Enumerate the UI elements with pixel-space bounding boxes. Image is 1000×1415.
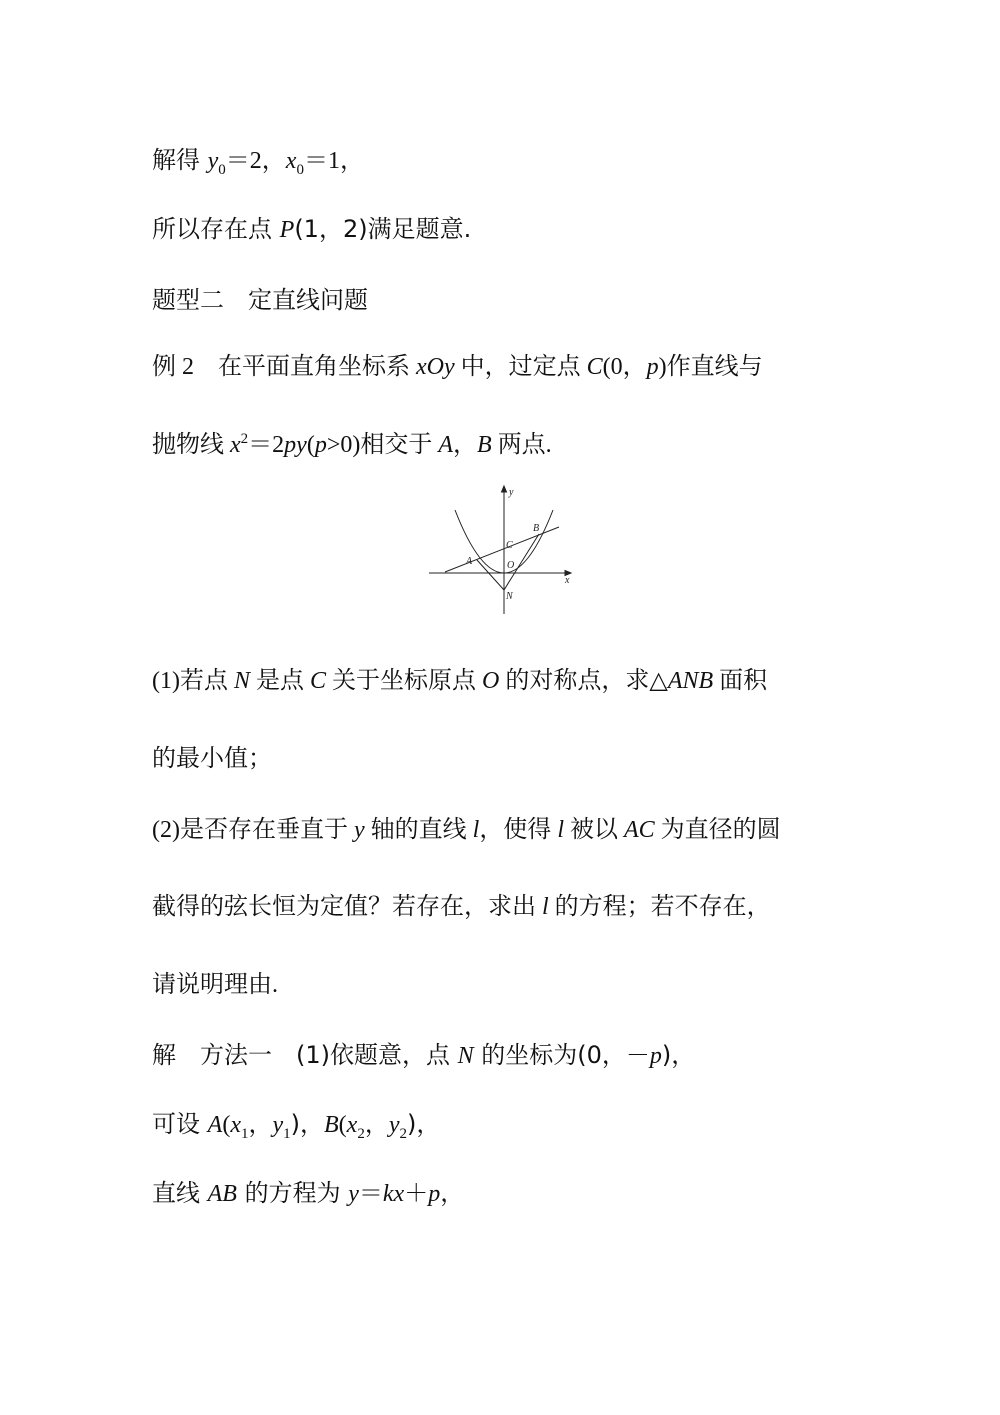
subscript: 0: [296, 161, 304, 178]
math-var: A: [207, 1112, 223, 1138]
text: 轴的直线: [364, 817, 473, 843]
text: )，: [661, 1041, 696, 1069]
solution-line-1: [152, 146, 364, 178]
text: 中，过定点: [454, 354, 587, 380]
text: 两点.: [491, 432, 552, 458]
text: )，: [290, 1110, 324, 1138]
section-heading: 题型二 定直线问题: [152, 286, 368, 314]
text: (: [338, 1112, 347, 1138]
text: 关于坐标原点: [326, 668, 483, 694]
math-var: AB: [207, 1181, 237, 1207]
subscript: 1: [283, 1125, 291, 1142]
subscript: 2: [357, 1125, 365, 1142]
solution-2-line-3: [152, 1181, 464, 1206]
text: 是点: [250, 668, 310, 694]
text: 例 2 在平面直角坐标系: [152, 354, 416, 380]
math-var: l: [557, 817, 564, 843]
text: 解得: [152, 146, 208, 174]
math-var: y: [272, 1112, 284, 1138]
example-2-line-2: [152, 433, 552, 457]
text: (1，2)满足题意.: [294, 215, 472, 243]
question-2-line-1: [152, 818, 781, 842]
math-var: l: [472, 817, 480, 843]
question-1-line-1: [152, 669, 767, 693]
math-var: B: [477, 432, 492, 458]
label-n: N: [506, 591, 513, 602]
text: 的坐标为(0，－: [473, 1041, 650, 1069]
math-var: x: [230, 1112, 241, 1138]
solution-2-line-2: [152, 1110, 441, 1142]
text: 抛物线: [152, 432, 230, 458]
math-var: y: [353, 817, 365, 843]
math-var: P: [279, 217, 295, 243]
question-2-line-2: [152, 895, 771, 919]
math-var: y: [388, 1112, 400, 1138]
text: >0)相交于: [326, 432, 439, 458]
text: 所以存在点: [152, 215, 280, 243]
text: 的对称点，求△: [499, 668, 668, 694]
text: ＝2: [248, 432, 285, 458]
text: 解 方法一 (1)依题意，点: [152, 1041, 458, 1069]
label-b: B: [533, 523, 540, 534]
math-var: l: [542, 894, 549, 920]
text: 面积: [713, 668, 768, 694]
text: ＋: [404, 1181, 429, 1207]
math-var: p: [649, 1043, 662, 1069]
text: (0，: [602, 354, 647, 380]
solution-2-line-1: [152, 1043, 695, 1068]
label-y: y: [509, 487, 514, 498]
question-2-line-3: 请说明理由.: [152, 972, 278, 998]
math-var: y: [348, 1181, 359, 1207]
question-1-line-2: 的最小值；: [152, 746, 272, 772]
text: )作直线与: [658, 354, 763, 380]
math-var: O: [482, 668, 500, 694]
text: ，: [440, 1181, 465, 1207]
text: 直线: [152, 1179, 208, 1207]
math-var: p: [646, 354, 659, 380]
example-2-line-1: [152, 355, 763, 379]
label-a: A: [466, 556, 473, 567]
math-var: xOy: [416, 354, 455, 380]
math-var: kx: [382, 1181, 405, 1207]
text: (1)若点: [152, 668, 234, 694]
text: 为直径的圆: [654, 817, 781, 843]
text: ＝2，: [225, 148, 286, 174]
text: ＝: [358, 1181, 383, 1207]
text: ＝1，: [303, 148, 364, 174]
label-o: O: [507, 560, 515, 571]
text: (: [306, 432, 315, 458]
math-var: p: [314, 432, 327, 458]
math-var: p: [428, 1181, 441, 1207]
math-var: C: [586, 354, 603, 380]
y-axis-arrow: [502, 486, 507, 492]
text: 截得的弦长恒为定值？若存在，求出: [152, 894, 542, 920]
text: 的方程；若不存在，: [548, 894, 771, 920]
math-var: B: [324, 1112, 339, 1138]
text: ，使得: [479, 817, 558, 843]
math-var: N: [233, 668, 250, 694]
math-var: ANB: [667, 668, 714, 694]
math-var: N: [457, 1043, 474, 1069]
math-var: x: [285, 148, 297, 174]
text: 的方程为: [236, 1179, 349, 1207]
text: )，: [406, 1110, 441, 1138]
text: ，: [453, 432, 478, 458]
math-var: AC: [623, 817, 655, 843]
label-x: x: [565, 575, 570, 586]
math-var: y: [207, 148, 219, 174]
label-c: C: [506, 540, 513, 551]
math-var: A: [438, 432, 454, 458]
subscript: 1: [240, 1125, 249, 1142]
math-var: py: [284, 432, 307, 458]
text: ，: [364, 1110, 389, 1138]
parabola-figure: [425, 482, 577, 617]
subscript: 0: [218, 161, 226, 178]
text: (: [222, 1112, 231, 1138]
solution-line-2: [152, 217, 471, 242]
segment-an: [477, 560, 504, 590]
math-var: C: [310, 668, 327, 694]
line-ab: [445, 527, 559, 572]
math-var: x: [346, 1112, 358, 1138]
text: 可设: [152, 1110, 208, 1138]
text: ，: [248, 1110, 273, 1138]
math-var: x: [230, 432, 241, 458]
text: 被以: [563, 817, 624, 843]
superscript: 2: [240, 431, 249, 447]
text: (2)是否存在垂直于: [152, 817, 354, 843]
subscript: 2: [399, 1125, 407, 1142]
